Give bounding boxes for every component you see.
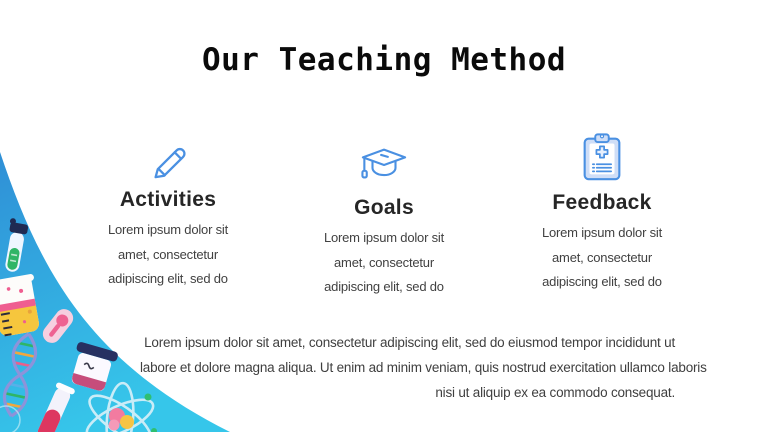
paragraph-line: Lorem ipsum dolor sit amet, consectetur adipiscing elit, sed do eiusmod tempor incididunt ut xyxy=(144,335,675,350)
column-heading-feedback: Feedback xyxy=(552,191,652,214)
goals-icon-box xyxy=(294,142,474,188)
activities-icon-box xyxy=(78,134,258,180)
pencil-icon xyxy=(147,138,189,180)
column-text-line: Lorem ipsum dolor sit xyxy=(323,230,445,245)
slide-title: Our Teaching Method xyxy=(201,42,567,78)
clipboard-icon xyxy=(580,131,624,183)
column-text-line: Lorem ipsum dolor sit xyxy=(107,222,229,237)
column-text-line: adipiscing elit, sed do xyxy=(108,271,228,286)
paragraph-line: labore et dolore magna aliqua. Ut enim ad minim veniam, quis nostrud exercitation ullamco laboris xyxy=(140,360,707,375)
column-feedback xyxy=(512,131,692,295)
feedback-icon-box xyxy=(512,131,692,183)
column-heading-activities: Activities xyxy=(119,188,217,211)
column-text-line: adipiscing elit, sed do xyxy=(324,279,444,294)
column-text-line: Lorem ipsum dolor sit xyxy=(541,225,663,240)
body-paragraph xyxy=(140,330,707,405)
column-text-line: amet, consectetur xyxy=(552,249,652,265)
column-text-line: amet, consectetur xyxy=(118,246,218,262)
column-heading-goals: Goals xyxy=(354,196,414,219)
column-text-line: amet, consectetur xyxy=(334,254,434,270)
graduation-cap-icon xyxy=(357,142,411,188)
column-activities xyxy=(78,134,258,292)
column-text-line: adipiscing elit, sed do xyxy=(542,274,662,289)
column-goals xyxy=(294,142,474,300)
paragraph-line: nisi ut aliquip ex ea commodo consequat. xyxy=(435,385,675,400)
